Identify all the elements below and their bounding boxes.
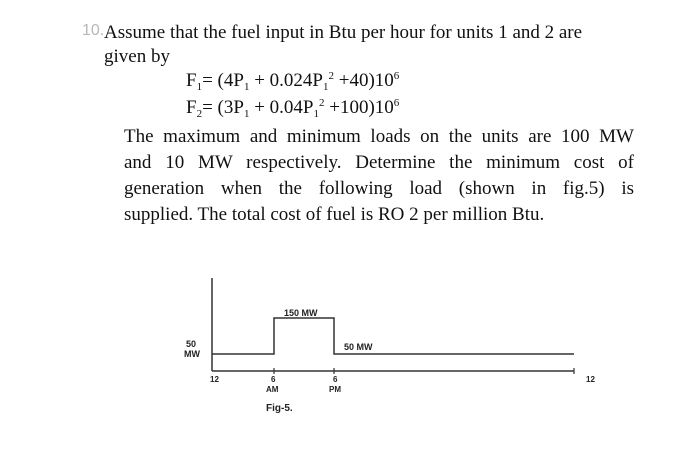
load-step-curve: [212, 318, 574, 354]
figure-caption: Fig-5.: [266, 403, 293, 414]
equation-fuel-unit-1: $F_1= (4P_1 + 0.024P_1^2 +40)10^6$: [186, 70, 400, 93]
x-tick-label: 12: [210, 375, 219, 384]
paragraph-line: The maximum and minimum loads on the units are 100 MW: [124, 126, 634, 147]
y-axis-label-value: 50: [186, 339, 197, 349]
load-curve-figure: [170, 270, 610, 430]
x-tick-label: 6: [333, 375, 338, 384]
paragraph-line: and 10 MW respectively. Determine the minimum cost of: [124, 152, 634, 173]
question-line-1: Assume that the fuel input in Btu per hour for units 1 and 2 are: [104, 22, 583, 43]
y-axis-label-unit: MW: [184, 349, 200, 359]
paragraph-line: generation when the following load (shown in fig.5) is: [124, 178, 634, 199]
problem-paragraph: [124, 124, 634, 228]
question-number: 10.: [82, 22, 105, 39]
x-tick-label: 6: [271, 375, 276, 384]
question-line-2: given by: [104, 46, 170, 67]
equation-fuel-unit-2: $F_2= (3P_1 + 0.04P_1^2 +100)10^6$: [186, 97, 400, 120]
paragraph-line: supplied. The total cost of fuel is RO 2 per million Btu.: [124, 204, 545, 225]
peak-load-label: 150 MW: [284, 308, 318, 318]
x-tick-sublabel: PM: [329, 385, 341, 394]
x-tick-sublabel: AM: [266, 385, 279, 394]
evening-load-label: 50 MW: [344, 342, 373, 352]
x-tick-label: 12: [586, 375, 595, 384]
